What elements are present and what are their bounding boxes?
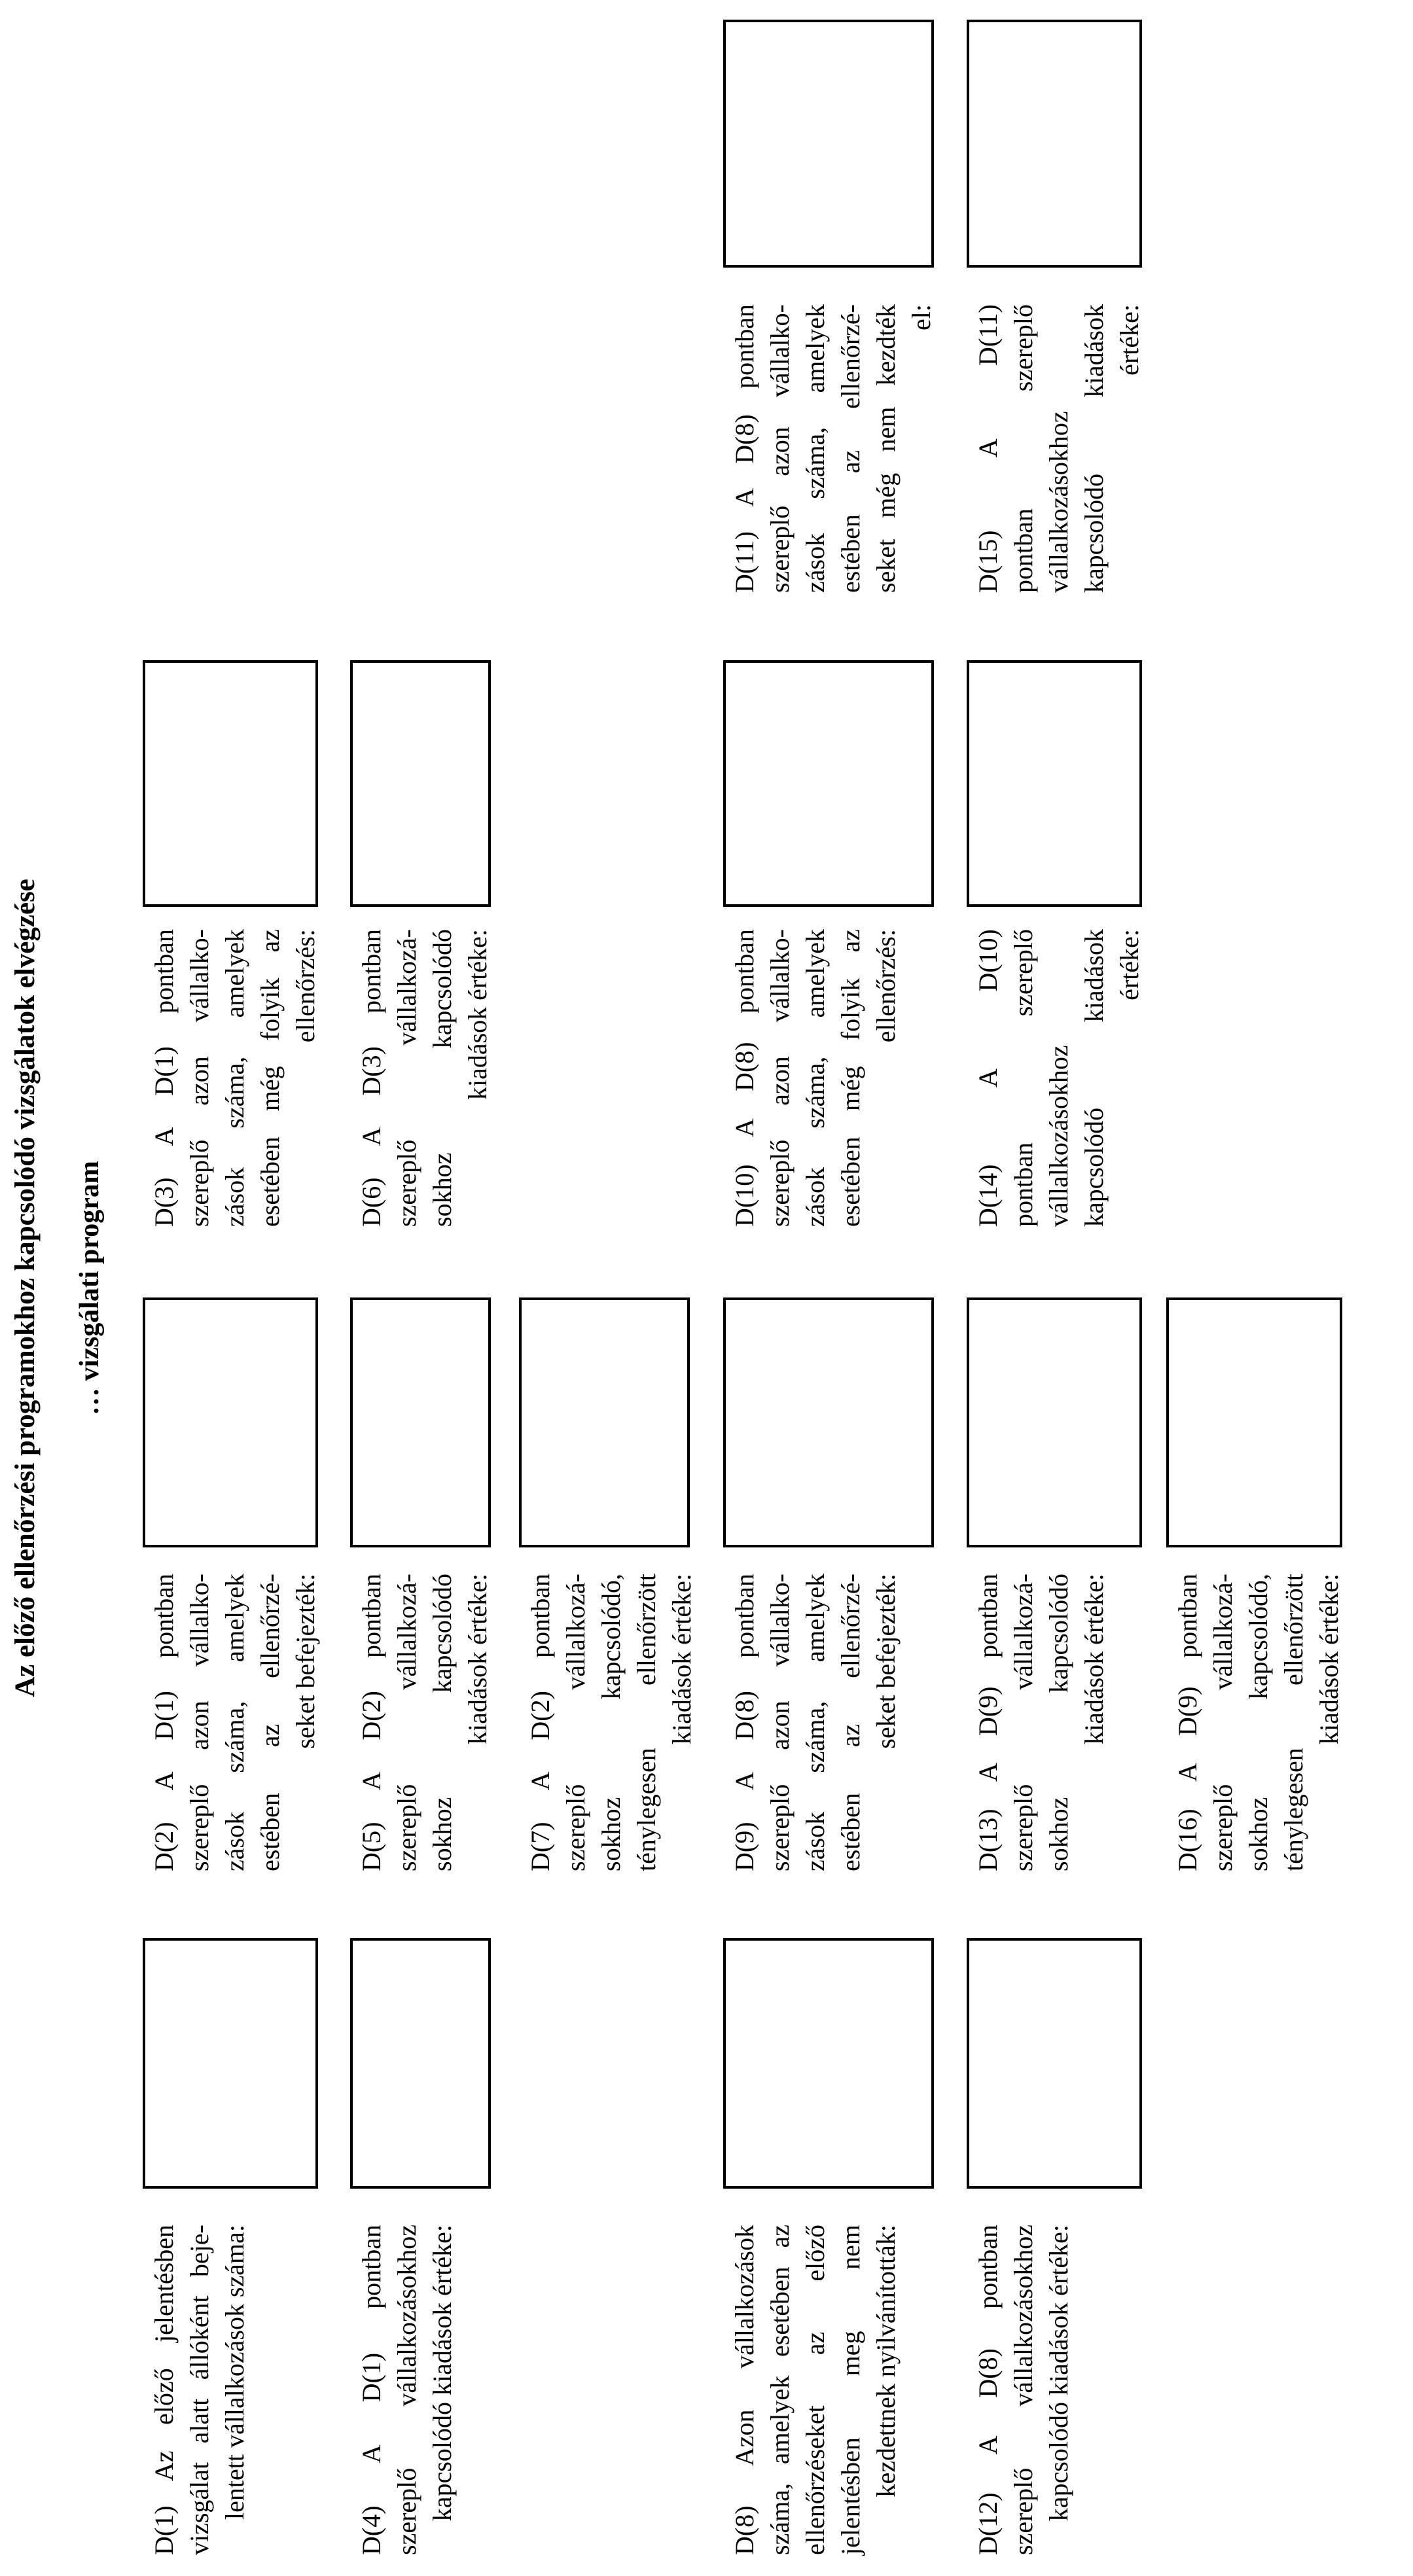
label-line: zások száma, amelyek [220,1574,249,1871]
label-line: D(10) A D(8) pontban [730,929,759,1227]
label-line: vállalkozásokhoz [1044,411,1073,593]
label-line: szereplő azon vállalko- [185,1574,214,1871]
label-line: jelentésben meg nem [836,2225,865,2555]
label-line: pontban szereplő [1009,304,1038,593]
input-box-d4[interactable] [350,1938,491,2189]
input-box-d9[interactable] [723,1297,934,1547]
label-line: kapcsolódó kiadások értéke: [1044,2225,1073,2522]
label-line: szereplő vállalkozá- [1208,1574,1238,1871]
label-line: száma, amelyek esetében az [765,2225,795,2555]
label-line: zások száma, amelyek [800,1574,830,1871]
field-label-d9 [727,1574,904,1871]
page-title: Az előző ellenőrzési programokhoz kapcsolódó vizsgálatok elvégzése [10,879,41,1697]
label-line: kapcsolódó kiadások [1079,304,1109,593]
input-box-d15[interactable] [967,20,1142,268]
label-line: ténylegesen ellenőrzött [1279,1574,1308,1871]
label-line: kapcsolódó kiadások értéke: [427,2225,457,2522]
label-line: esetében még folyik az [836,929,865,1227]
label-line: ellenőrzés: [291,929,320,1043]
label-line: szereplő vállalkozá- [561,1574,590,1871]
field-label-d7 [523,1574,700,1871]
label-line: seket befejezték: [871,1574,901,1749]
label-line: sokhoz kapcsolódó, [1243,1574,1273,1871]
input-box-d1[interactable] [143,1938,318,2189]
input-box-d5[interactable] [350,1297,491,1547]
input-box-d8[interactable] [723,1938,934,2189]
field-label-d4 [354,2225,460,2555]
field-label-d10 [727,929,904,1227]
input-box-d2[interactable] [143,1297,318,1547]
label-line: sokhoz kapcsolódó [427,929,457,1227]
label-line: D(5) A D(2) pontban [357,1574,386,1871]
label-line: értéke: [1115,929,1144,1000]
label-line: pontban szereplő [1009,929,1038,1227]
label-line: szereplő azon vállalko- [185,929,214,1227]
input-box-d7[interactable] [519,1297,690,1547]
label-line: sokhoz kapcsolódó, [596,1574,626,1871]
field-label-d5 [354,1574,495,1871]
label-line: seket befejezték: [291,1574,320,1749]
input-box-d6[interactable] [350,660,491,907]
label-line: sokhoz kapcsolódó [427,1574,457,1871]
label-line: estében az ellenőrzé- [255,1574,285,1871]
label-line: D(16) A D(9) pontban [1173,1574,1202,1871]
field-label-d6 [354,929,495,1227]
label-line: D(6) A D(3) pontban [357,929,386,1227]
label-line: szereplő azon vállalko- [765,304,795,593]
label-line: zások száma, amelyek [800,304,830,593]
label-line: ellenőrzéseket az előző [800,2225,830,2555]
label-line: estében az ellenőrzé- [836,1574,865,1871]
field-label-d1 [147,2225,253,2555]
label-line: D(15) A D(11) [973,304,1003,593]
label-line: D(8) Azon vállalkozások [730,2225,759,2555]
page-subtitle: … vizsgálati program [75,1161,105,1415]
field-label-d8 [727,2225,904,2555]
field-label-d13 [971,1574,1112,1871]
label-line: kiadások értéke: [667,1574,696,1744]
input-box-d16[interactable] [1166,1297,1342,1547]
input-box-d13[interactable] [967,1297,1142,1547]
label-line: D(3) A D(1) pontban [149,929,179,1227]
label-line: D(13) A D(9) pontban [973,1574,1003,1871]
field-label-d16 [1170,1574,1347,1871]
field-label-d3 [147,929,323,1227]
label-line: szereplő vállalkozá- [392,929,421,1227]
label-line: D(7) A D(2) pontban [526,1574,555,1871]
label-line: D(12) A D(8) pontban [973,2225,1003,2555]
label-line: el: [906,304,936,330]
label-line: vállalkozásokhoz [1044,1045,1073,1227]
label-line: kiadások értéke: [1079,1574,1109,1744]
label-line: szereplő vállalkozá- [1009,1574,1038,1871]
input-box-d10[interactable] [723,660,934,907]
field-label-d11 [727,304,939,593]
label-line: kiadások értéke: [1314,1574,1344,1744]
label-line: D(14) A D(10) [973,929,1003,1227]
label-line: szereplő vállalkozásokhoz [1009,2225,1038,2555]
field-label-d2 [147,1574,323,1871]
label-line: sokhoz kapcsolódó [1044,1574,1073,1871]
field-label-d15 [971,304,1147,593]
label-line: D(1) Az előző jelentésben [149,2225,179,2555]
input-box-d3[interactable] [143,660,318,907]
label-line: D(9) A D(8) pontban [730,1574,759,1871]
label-line: seket még nem kezdték [871,304,901,593]
label-line: ténylegesen ellenőrzött [632,1574,661,1871]
input-box-d11[interactable] [723,20,934,268]
label-line: zások száma, amelyek [220,929,249,1227]
label-line: D(11) A D(8) pontban [730,304,759,593]
label-line: esetében még folyik az [255,929,285,1227]
label-line: D(2) A D(1) pontban [149,1574,179,1871]
label-line: kapcsolódó kiadások [1079,929,1109,1227]
label-line: szereplő vállalkozásokhoz [392,2225,421,2555]
label-line: D(4) A D(1) pontban [357,2225,386,2555]
label-line: szereplő azon vállalko- [765,929,795,1227]
label-line: kiadások értéke: [463,929,492,1100]
label-line: ellenőrzés: [871,929,901,1043]
field-label-d14 [971,929,1147,1227]
label-line: lentett vállalkozások száma: [220,2225,249,2520]
label-line: kiadások értéke: [463,1574,492,1744]
label-line: vizsgálat alatt állóként beje- [185,2225,214,2555]
input-box-d14[interactable] [967,660,1142,907]
label-line: kezdettnek nyilvánították: [871,2225,901,2497]
label-line: értéke: [1115,304,1144,376]
field-label-d12 [971,2225,1077,2555]
input-box-d12[interactable] [967,1938,1142,2189]
label-line: zások száma, amelyek [800,929,830,1227]
label-line: estében az ellenőrzé- [836,304,865,593]
label-line: szereplő vállalkozá- [392,1574,421,1871]
label-line: szereplő azon vállalko- [765,1574,795,1871]
